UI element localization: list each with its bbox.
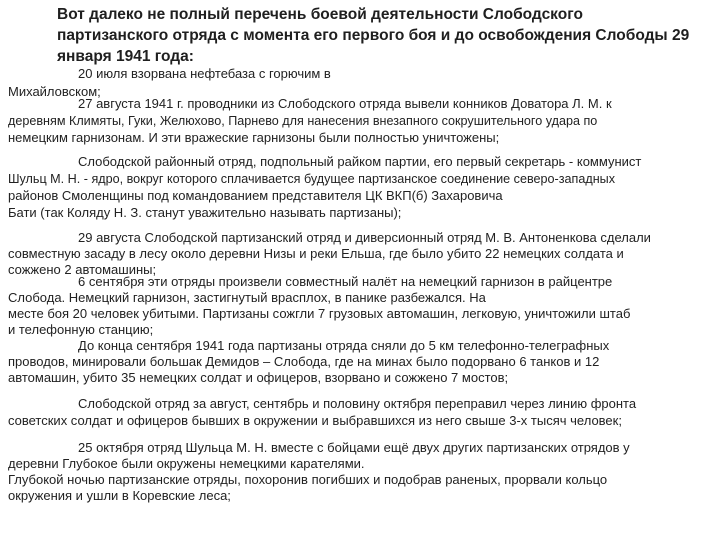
paragraph-line: Шульц М. Н. - ядро, вокруг которого сплачивается будущее партизанское соединение северо-западных [8,172,615,186]
paragraph-line: советских солдат и офицеров бывших в окружении и выбравшихся из него свыше 3-х тысяч человек; [8,413,622,428]
paragraph-line: Глубокой ночью партизанские отряды, похоронив погибших и подобрав раненых, прорвали кольцо [8,472,608,487]
paragraph-line: месте боя 20 человек убитыми. Партизаны сожгли 7 грузовых автомашин, легковую, уничтожили штаб [8,306,631,321]
paragraph-line: 6 сентября эти отряды произвели совместный налёт на немецкий гарнизон в райцентре [78,274,613,289]
title-line: партизанского отряда с момента его первого боя и до освобождения Слободы 29 [57,27,690,44]
paragraph-line: 27 августа 1941 г. проводники из Слободского отряда вывели конников Доватора Л. М. к [78,96,612,111]
paragraph-line: Михайловском; [8,84,101,99]
paragraph-line: 20 июля взорвана нефтебаза с горючим в [78,66,331,81]
paragraph-line: Слобода. Немецкий гарнизон, застигнутый врасплох, в панике разбежался. На [8,290,486,305]
paragraph-line: Бати (так Коляду Н. З. станут уважительно называть партизаны); [8,205,402,220]
paragraph-line: проводов, минировали большак Демидов – Слобода, где на минах было подорвано 6 танков и 12 [8,354,600,369]
paragraph-line: 29 августа Слободской партизанский отряд и диверсионный отряд М. В. Антоненкова сделали [78,230,651,245]
paragraph-line: До конца сентября 1941 года партизаны отряда сняли до 5 км телефонно-телеграфных [78,338,610,353]
paragraph-line: деревни Глубокое были окружены немецкими карателями. [8,456,365,471]
paragraph-line: окружения и ушли в Коревские леса; [8,488,231,503]
paragraph-line: районов Смоленщины под командованием представителя ЦК ВКП(б) Захаровича [8,188,503,203]
paragraph-line: автомашин, убито 35 немецких солдат и офицеров, взорвано и сожжено 7 мостов; [8,370,509,385]
paragraph-line: 25 октября отряд Шульца М. Н. вместе с бойцами ещё двух других партизанских отрядов у [78,440,630,455]
slide-title [57,4,717,67]
paragraph-line: Слободской районный отряд, подпольный райком партии, его первый секретарь - коммунист [78,154,642,169]
title-line: января 1941 года: [57,48,194,65]
title-line: Вот далеко не полный перечень боевой деятельности Слободского [57,6,583,23]
paragraph-line: немецким гарнизонам. И эти вражеские гарнизоны были полностью уничтожены; [8,130,500,145]
paragraph-line: совместную засаду в лесу около деревни Низы и реки Ельша, где было убито 22 немецких солдата и [8,246,624,261]
paragraph-line: Слободской отряд за август, сентябрь и половину октября переправил через линию фронта [78,396,637,411]
paragraph-line: и телефонную станцию; [8,322,154,337]
paragraph-line: деревням Климяты, Гуки, Желюхово, Парнево для нанесения внезапного сокрушительного удара по [8,114,598,128]
paragraph-line: сожжено 2 автомашины; [8,262,157,277]
